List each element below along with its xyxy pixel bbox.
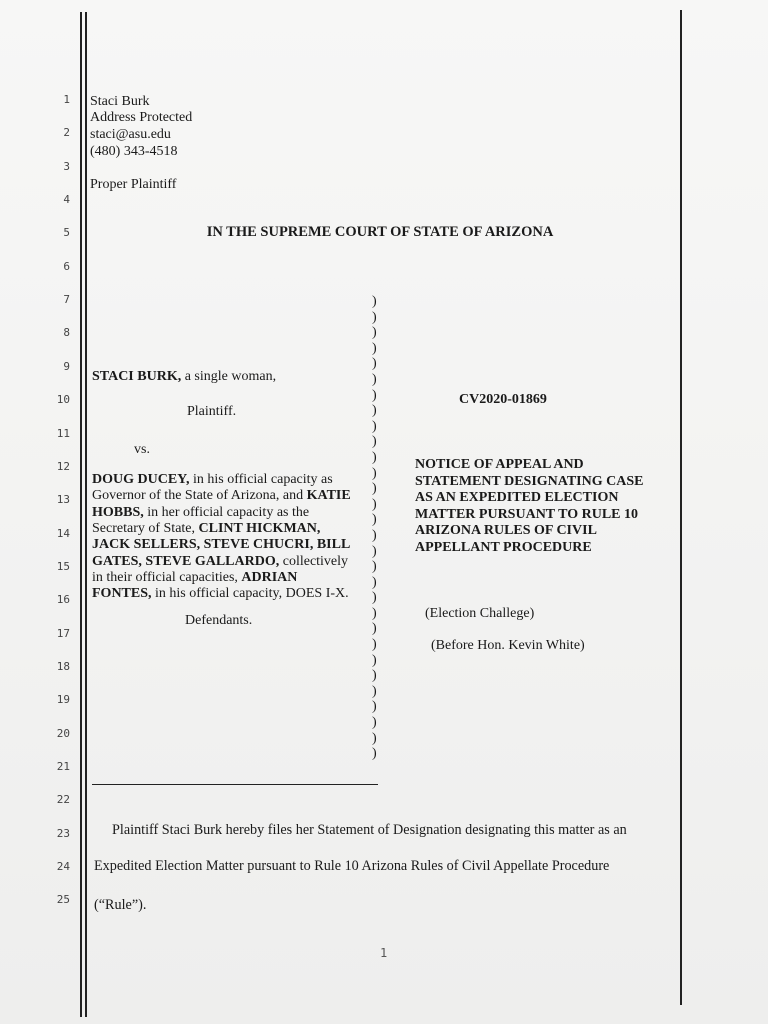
caption-paren: ) — [372, 309, 377, 325]
line-number: 24 — [56, 860, 70, 874]
filer-role: Proper Plaintiff — [90, 177, 177, 192]
filer-address: Address Protected — [90, 110, 193, 125]
body-line-3: (“Rule”). — [94, 897, 147, 913]
caption-paren: ) — [372, 403, 377, 419]
caption-paren: ) — [372, 434, 377, 450]
line-number: 5 — [63, 226, 70, 240]
defendants-text: in her official capacity as the — [143, 504, 310, 520]
document-title-line: STATEMENT DESIGNATING CASE — [415, 473, 644, 489]
defendants-line — [92, 586, 349, 603]
line-number: 1 — [63, 93, 70, 106]
defendants-text: in their official capacities, — [92, 569, 242, 585]
page-number: 1 — [380, 946, 388, 960]
line-number: 20 — [56, 726, 70, 740]
caption-parentheses — [372, 294, 377, 762]
defendants-text: CLINT HICKMAN, — [198, 520, 321, 536]
defendants-text: collectively — [279, 553, 349, 569]
caption-paren: ) — [372, 465, 377, 481]
document-title-line: APPELLANT PROCEDURE — [415, 539, 592, 555]
court-title: IN THE SUPREME COURT OF STATE OF ARIZONA — [206, 224, 554, 240]
defendants-text: FONTES, — [92, 586, 152, 602]
defendants-line — [92, 521, 320, 538]
filer-email: staci@asu.edu — [90, 127, 171, 142]
caption-paren: ) — [372, 294, 377, 309]
line-number: 13 — [56, 493, 70, 507]
caption-paren: ) — [372, 559, 377, 575]
matter-type: (Election Challege) — [425, 606, 535, 621]
filer-phone: (480) 343-4518 — [90, 144, 178, 159]
document-title-line: ARIZONA RULES OF CIVIL — [415, 523, 597, 538]
caption-paren: ) — [372, 356, 377, 372]
caption-paren: ) — [372, 683, 377, 699]
caption-paren: ) — [372, 699, 377, 715]
caption-paren: ) — [372, 652, 377, 668]
defendants-text: DOUG DUCEY, — [92, 472, 190, 487]
caption-paren: ) — [372, 574, 377, 590]
body-line-1: Plaintiff Staci Burk hereby files her Statement of Designation designating this matter as an — [112, 822, 627, 838]
defendants-label: Defendants. — [185, 613, 253, 628]
document-title-line: AS AN EXPEDITED ELECTION — [415, 490, 619, 505]
defendants-line — [92, 554, 348, 571]
caption-paren: ) — [372, 715, 377, 731]
caption-paren: ) — [372, 325, 377, 341]
line-number: 10 — [56, 393, 70, 407]
line-number: 14 — [56, 526, 70, 540]
filer-name: Staci Burk — [90, 94, 150, 109]
document-title-line: MATTER PURSUANT TO RULE 10 — [415, 506, 639, 522]
defendants-text: in his official capacity, DOES I-X. — [151, 586, 349, 602]
defendants-line — [92, 570, 297, 587]
caption-paren: ) — [372, 637, 377, 653]
line-number: 6 — [63, 259, 70, 273]
caption-paren: ) — [372, 449, 377, 465]
line-number: 4 — [63, 193, 70, 207]
caption-paren: ) — [372, 621, 377, 637]
document-title-line: NOTICE OF APPEAL AND — [415, 457, 584, 472]
line-number: 16 — [56, 593, 70, 607]
caption-paren: ) — [372, 481, 377, 497]
line-number: 9 — [63, 359, 70, 373]
line-number: 15 — [56, 559, 70, 573]
defendants-text: Secretary of State, — [92, 520, 199, 536]
line-number: 3 — [63, 159, 70, 173]
caption-paren: ) — [372, 605, 377, 621]
line-number: 11 — [56, 426, 70, 440]
defendants-text: KATIE — [306, 488, 351, 504]
defendants-line — [92, 537, 350, 554]
caption-paren: ) — [372, 496, 377, 512]
line-number: 25 — [56, 893, 70, 907]
judge-name: (Before Hon. Kevin White) — [431, 638, 585, 653]
defendants-line — [92, 488, 351, 505]
caption-separator — [92, 784, 378, 785]
caption-paren: ) — [372, 668, 377, 684]
caption-paren: ) — [372, 527, 377, 543]
line-number: 18 — [56, 659, 70, 673]
defendants-text: JACK SELLERS, STEVE CHUCRI, BILL — [92, 537, 351, 553]
line-number: 23 — [56, 826, 70, 840]
caption-paren: ) — [372, 730, 377, 746]
plaintiff-name: STACI BURK, — [92, 369, 182, 384]
right-margin-rule — [680, 10, 682, 1005]
line-number: 19 — [56, 693, 70, 707]
defendants-text: Governor of the State of Arizona, and — [92, 488, 307, 504]
defendants-text: HOBBS, — [92, 504, 144, 520]
left-margin-rule — [80, 12, 82, 1017]
defendants-text: GATES, STEVE GALLARDO, — [92, 553, 280, 569]
caption-paren: ) — [372, 512, 377, 528]
line-number: 8 — [63, 326, 70, 340]
caption-paren: ) — [372, 371, 377, 387]
caption-paren: ) — [372, 590, 377, 606]
left-margin-rule-inner — [85, 12, 87, 1017]
caption-paren: ) — [372, 418, 377, 434]
plaintiff-label: Plaintiff. — [187, 404, 237, 419]
plaintiff-line — [92, 369, 276, 386]
line-number: 12 — [56, 459, 70, 473]
caption-paren: ) — [372, 746, 377, 762]
plaintiff-description: a single woman, — [181, 369, 277, 384]
defendants-line — [92, 472, 333, 489]
line-number: 21 — [56, 760, 70, 773]
defendants-text: in his official capacity as — [189, 472, 333, 487]
body-line-2: Expedited Election Matter pursuant to Rule 10 Arizona Rules of Civil Appellate Procedure — [94, 858, 610, 874]
line-number: 7 — [63, 293, 70, 307]
line-number: 2 — [63, 126, 70, 140]
defendants-text: ADRIAN — [241, 569, 298, 585]
line-number: 22 — [56, 793, 70, 807]
caption-paren: ) — [372, 340, 377, 356]
case-number: CV2020-01869 — [459, 392, 547, 407]
caption-paren: ) — [372, 387, 377, 403]
defendants-line — [92, 505, 309, 522]
caption-paren: ) — [372, 543, 377, 559]
line-number: 17 — [56, 626, 70, 640]
versus-label: vs. — [134, 442, 150, 457]
